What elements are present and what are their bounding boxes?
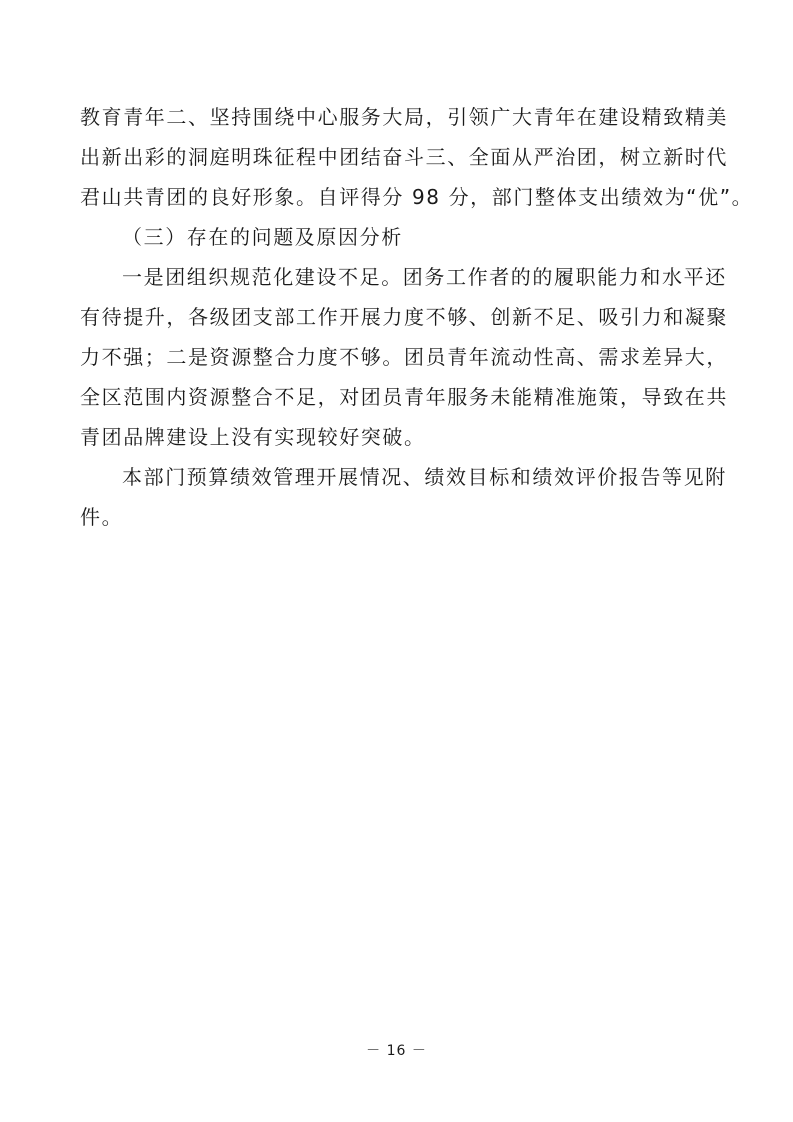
text-line: 教育青年二、坚持围绕中心服务大局，引领广大青年在建设精致精美	[80, 105, 728, 129]
text-line: 力不强；二是资源整合力度不够。团员青年流动性高、需求差异大，	[80, 345, 728, 369]
section-heading-text: （三）存在的问题及原因分析	[122, 225, 403, 249]
text-line: 全区范围内资源整合不足，对团员青年服务未能精准施策，导致在共	[80, 385, 728, 409]
paragraph-problems	[80, 257, 728, 457]
paragraph-continuation	[80, 97, 754, 217]
section-heading	[80, 217, 715, 257]
page-number: － 16 －	[366, 1043, 427, 1059]
text-line: 出新出彩的洞庭明珠征程中团结奋斗三、全面从严治团，树立新时代	[80, 145, 728, 169]
text-line: 一是团组织规范化建设不足。团务工作者的的履职能力和水平还	[122, 265, 727, 289]
text-line: 有待提升，各级团支部工作开展力度不够、创新不足、吸引力和凝聚	[80, 305, 728, 329]
text-line: 件。	[80, 505, 124, 529]
paragraph-attachments-note	[80, 457, 727, 537]
text-line: 君山共青团的良好形象。自评得分 98 分，部门整体支出绩效为“优”。	[80, 185, 754, 209]
document-body	[80, 97, 754, 537]
text-line: 本部门预算绩效管理开展情况、绩效目标和绩效评价报告等见附	[122, 465, 727, 489]
text-line: 青团品牌建设上没有实现较好突破。	[80, 425, 426, 449]
